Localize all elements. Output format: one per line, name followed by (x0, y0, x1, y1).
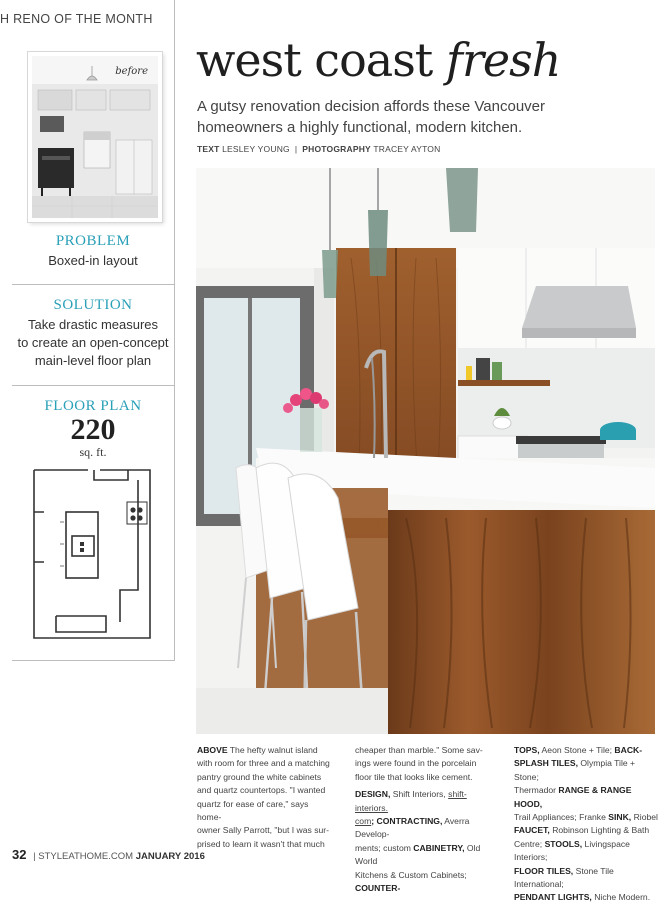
floor-plan-heading: FLOOR PLAN (44, 398, 142, 414)
title-accent: fresh (445, 33, 561, 87)
credits (197, 144, 440, 154)
caption-line: owner Sally Parrott, "but I was sur- (197, 825, 330, 836)
caption-line: with room for three and a matching (197, 758, 330, 769)
problem-heading: PROBLEM (55, 233, 131, 249)
caption-line: pantry ground the white cabinets (197, 771, 322, 782)
caption-text: Kitchens & Custom Cabinets; (355, 869, 467, 880)
pendant-lights-label: PENDANT LIGHTS, (514, 892, 592, 903)
deck-line: A gutsy renovation decision affords these Vancouver (197, 98, 545, 115)
countertops-label: COUNTER- (355, 883, 401, 894)
caption-line: prised to learn it wasn't that much (197, 838, 325, 849)
caption-line: ings were found in the porcelain (355, 758, 477, 769)
sink-label: SINK, (608, 812, 632, 823)
solution-line: main-level floor plan (34, 353, 152, 368)
solution-block (12, 297, 174, 370)
credits-text-label: TEXT (197, 144, 220, 154)
caption-line: quartz for ease of care," says home- (197, 798, 309, 823)
section-label: H RENO OF THE MONTH (0, 12, 153, 26)
floor-plan-unit: sq. ft. (79, 445, 107, 459)
deck-line: homeowners a highly functional, modern kitchen. (197, 119, 523, 136)
design-link-continued[interactable]: com (355, 816, 372, 827)
page-footer (12, 847, 205, 862)
before-photo (28, 52, 162, 222)
floor-plan-drawing (28, 466, 156, 642)
cabinetry-value: Old World (355, 842, 481, 867)
stools-label: STOOLS, (544, 838, 583, 849)
article-deck (197, 96, 617, 138)
before-tag: before (115, 66, 148, 77)
page-number: 32 (12, 847, 27, 862)
faucet-source-end: Centre; (514, 838, 545, 849)
contracting-label: ; CONTRACTING, (371, 816, 443, 827)
caption-line: cheaper than marble." Some sav- (355, 745, 483, 755)
caption-line: floor tile that looks like cement. (355, 771, 473, 782)
range-brand: Thermador (514, 785, 559, 796)
credits-photographer: TRACEY AYTON (373, 144, 441, 154)
solution-line: to create an open-concept (17, 335, 169, 350)
credits-writer: LESLEY YOUNG (222, 144, 290, 154)
caption-column-1 (197, 744, 335, 851)
floor-plan-size: 220 (70, 413, 116, 446)
floor-tiles-label: FLOOR TILES, (514, 865, 574, 876)
footer-separator: | (33, 851, 36, 862)
cabinetry-label: CABINETRY, (413, 842, 465, 853)
sidebar-divider (12, 284, 174, 285)
solution-line: Take drastic measures (27, 317, 159, 332)
floor-plan-block (12, 398, 174, 460)
stools-value: Livingspace Interiors; (514, 838, 630, 863)
credits-photo-label: PHOTOGRAPHY (302, 144, 371, 154)
countertops-label-end: TOPS, (514, 745, 540, 755)
design-link[interactable]: shift-interiors. (355, 789, 467, 813)
backsplash-value: Olympia Tile + Stone; (514, 758, 636, 782)
title-main: west coast (196, 33, 433, 87)
faucet-source: Robinson Lighting & Bath (549, 825, 650, 836)
before-kitchen-image (32, 56, 158, 218)
caption-column-3 (514, 744, 660, 905)
sidebar-divider (12, 385, 174, 386)
design-label: DESIGN, (355, 789, 391, 800)
caption-text: ments; custom (355, 842, 414, 853)
countertops-value: Aeon Stone + Tile; (539, 745, 615, 755)
solution-heading: SOLUTION (53, 297, 133, 313)
problem-text: Boxed-in layout (48, 253, 138, 268)
backsplash-label: BACK- (614, 745, 643, 755)
kitchen-image (196, 168, 655, 734)
caption-line: The hefty walnut island (227, 745, 318, 755)
kitchen-photo (196, 168, 655, 734)
range-source: Trail Appliances; Franke (514, 812, 609, 823)
design-value: Shift Interiors, (390, 789, 449, 800)
caption-line: and quartz countertops. "I wanted (197, 785, 326, 796)
credits-separator: | (294, 144, 298, 154)
footer-site[interactable]: STYLEATHOME.COM (38, 851, 134, 862)
article-title (196, 30, 560, 90)
caption-lead: ABOVE (197, 745, 228, 755)
floor-tiles-value: Stone Tile International; (514, 865, 614, 890)
faucet-label: FAUCET, (514, 825, 550, 836)
caption-column-2 (355, 744, 493, 895)
pendant-lights-value: Niche Modern. (591, 892, 651, 903)
faucet-brand: Riobel (631, 812, 658, 823)
footer-issue: JANUARY 2016 (135, 851, 205, 862)
backsplash-label-end: SPLASH TILES, (514, 758, 578, 769)
contracting-value: Averra Develop- (355, 816, 470, 840)
range-label: RANGE & RANGE HOOD, (514, 785, 632, 809)
solution-text (12, 316, 174, 370)
problem-block (12, 233, 174, 270)
